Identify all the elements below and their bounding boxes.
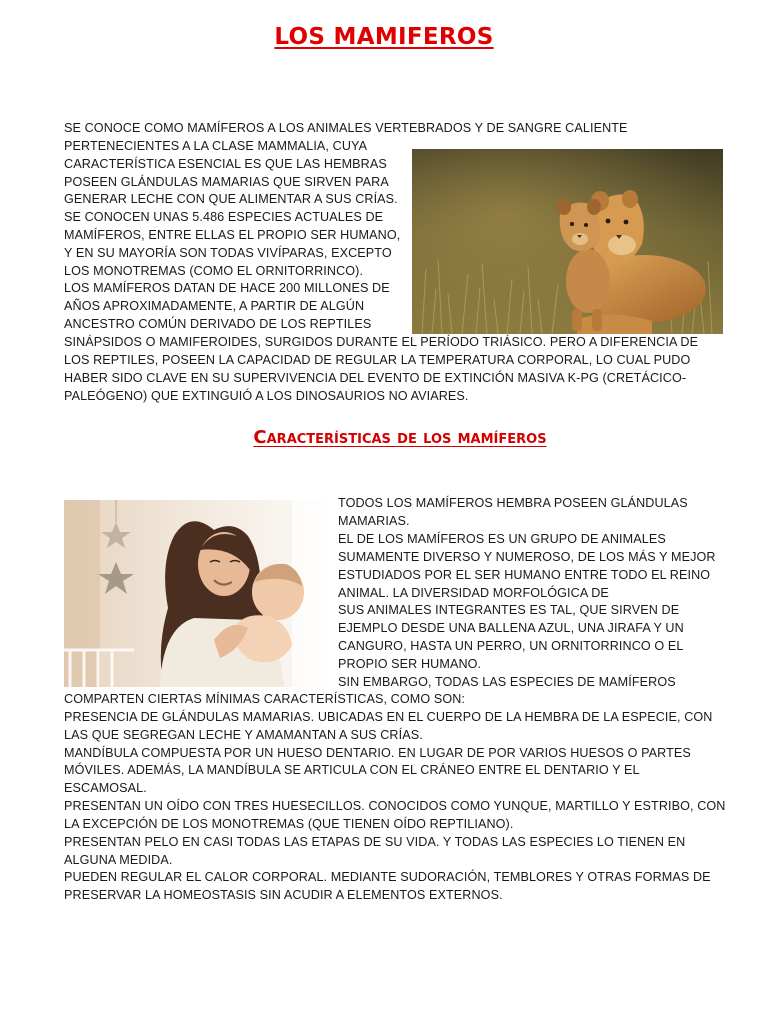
intro-text-line: ANCESTRO COMÚN DERIVADO DE LOS REPTILES <box>64 317 372 331</box>
intro-text-line: GENERAR LECHE CON QUE ALIMENTAR A SUS CRÍAS. <box>64 192 398 206</box>
characteristics-text-line: PRESERVAR LA HOMEOSTASIS SIN ACUDIR A ELEMENTOS EXTERNOS. <box>64 888 503 902</box>
intro-text-line: SINÁPSIDOS O MAMIFEROIDES, SURGIDOS DURANTE EL PERÍODO TRIÁSICO. PERO A DIFERENCIA DE <box>64 335 699 349</box>
intro-text-line: LOS MONOTREMAS (COMO EL ORNITORRINCO). <box>64 264 364 278</box>
characteristics-text-line: MÓVILES. ADEMÁS, LA MANDÍBULA SE ARTICULA CON EL CRÁNEO ENTRE EL DENTARIO Y EL <box>64 763 640 777</box>
characteristics-text-line: SUMAMENTE DIVERSO Y NUMEROSO, DE LOS MÁS Y MEJOR <box>338 550 716 564</box>
characteristics-text-line: PRESENTAN UN OÍDO CON TRES HUESECILLOS. CONOCIDOS COMO YUNQUE, MARTILLO Y ESTRIBO, CON <box>64 799 726 813</box>
characteristics-text-line: EL DE LOS MAMÍFEROS ES UN GRUPO DE ANIMALES <box>338 532 666 546</box>
characteristics-text-line: MAMARIAS. <box>338 514 410 528</box>
characteristics-text-line: PRESENTAN PELO EN CASI TODAS LAS ETAPAS DE SU VIDA. Y TODAS LAS ESPECIES LO TIENEN EN <box>64 835 686 849</box>
intro-text-line: Y EN SU MAYORÍA SON TODAS VIVÍPARAS, EXCEPTO <box>64 246 392 260</box>
characteristics-text-line: ESTUDIADOS POR EL SER HUMANO ENTRE TODO EL REINO <box>338 568 711 582</box>
characteristics-text-line: LAS QUE SEGREGAN LECHE Y AMAMANTAN A SUS CRÍAS. <box>64 728 423 742</box>
characteristics-text-line: COMPARTEN CIERTAS MÍNIMAS CARACTERÍSTICAS, COMO SON: <box>64 692 466 706</box>
characteristics-text-line: MANDÍBULA COMPUESTA POR UN HUESO DENTARIO. EN LUGAR DE POR VARIOS HUESOS O PARTES <box>64 746 691 760</box>
characteristics-text-line: CANGURO, HASTA UN PERRO, UN ORNITORRINCO O EL <box>338 639 684 653</box>
characteristics-text-line: ESCAMOSAL. <box>64 781 147 795</box>
lion-photo <box>412 149 723 334</box>
intro-text-line: MAMÍFEROS, ENTRE ELLAS EL PROPIO SER HUMANO, <box>64 228 401 242</box>
characteristics-text-line: TODOS LOS MAMÍFEROS HEMBRA POSEEN GLÁNDULAS <box>338 496 688 510</box>
characteristics-text-line: LA EXCEPCIÓN DE LOS MONOTREMAS (QUE TIENEN OÍDO REPTILIANO). <box>64 817 514 831</box>
characteristics-text-line: SUS ANIMALES INTEGRANTES ES TAL, QUE SIRVEN DE <box>338 603 680 617</box>
intro-text-line: SE CONOCEN UNAS 5.486 ESPECIES ACTUALES DE <box>64 210 384 224</box>
page-title: LOS MAMIFEROS <box>274 24 494 50</box>
intro-text-line: LOS REPTILES, POSEEN LA CAPACIDAD DE REGULAR LA TEMPERATURA CORPORAL, LO CUAL PUDO <box>64 353 691 367</box>
characteristics-text-line: PRESENCIA DE GLÁNDULAS MAMARIAS. UBICADAS EN EL CUERPO DE LA HEMBRA DE LA ESPECIE, CON <box>64 710 713 724</box>
intro-text-line: PALEÓGENO) QUE EXTINGUIÓ A LOS DINOSAURIOS NO AVIARES. <box>64 389 469 403</box>
intro-text-line: LOS MAMÍFEROS DATAN DE HACE 200 MILLONES DE <box>64 281 390 295</box>
intro-text-line: POSEEN GLÁNDULAS MAMARIAS QUE SIRVEN PARA <box>64 175 389 189</box>
intro-text-line: CARACTERÍSTICA ESENCIAL ES QUE LAS HEMBRAS <box>64 157 387 171</box>
intro-text-line: PERTENECIENTES A LA CLASE MAMMALIA, CUYA <box>64 139 368 153</box>
characteristics-text-line: PROPIO SER HUMANO. <box>338 657 482 671</box>
characteristics-text-line: ALGUNA MEDIDA. <box>64 853 173 867</box>
intro-text-line: SE CONOCE COMO MAMÍFEROS A LOS ANIMALES VERTEBRADOS Y DE SANGRE CALIENTE <box>64 121 628 135</box>
mother-baby-photo <box>64 500 328 687</box>
characteristics-text-line: PUEDEN REGULAR EL CALOR CORPORAL. MEDIANTE SUDORACIÓN, TEMBLORES Y OTRAS FORMAS DE <box>64 870 711 884</box>
characteristics-text-line: EJEMPLO DESDE UNA BALLENA AZUL, UNA JIRAFA Y UN <box>338 621 684 635</box>
characteristics-text-line: ANIMAL. LA DIVERSIDAD MORFOLÓGICA DE <box>338 586 609 600</box>
section-title: Características de los mamíferos <box>253 427 547 448</box>
characteristics-text-line: SIN EMBARGO, TODAS LAS ESPECIES DE MAMÍFEROS <box>338 675 676 689</box>
intro-text-line: HABER SIDO CLAVE EN SU SUPERVIVENCIA DEL EVENTO DE EXTINCIÓN MASIVA K-PG (CRETÁCICO- <box>64 371 687 385</box>
intro-text-line: AÑOS APROXIMADAMENTE, A PARTIR DE ALGÚN <box>64 299 365 313</box>
